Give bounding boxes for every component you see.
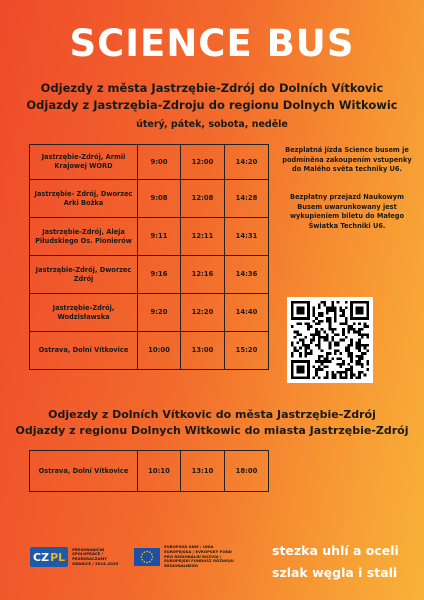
departure-time: 9:16 [138,256,181,294]
departure-time: 12:08 [181,180,225,218]
czpl-logo-text: PŘESHRANIČNÍ SPOLUPRÁCE / PRZEKRACZAMY GRANICE / 2014–2020 [72,546,119,566]
departure-time: 12:00 [181,145,225,180]
qr-code[interactable] [287,297,373,383]
page-title: SCIENCE BUS [69,22,355,65]
stop-name: Jastrzębie-Zdrój, Aleja Piłudskiego Os. Pionierów [30,218,138,256]
czpl-logo-mark [30,547,68,567]
table-row [30,180,269,218]
stop-name: Ostrava, Dolní Vítkovice [30,332,138,370]
departure-time: 14:36 [225,256,269,294]
departure-time: 14:28 [225,180,269,218]
departure-time: 13:10 [181,451,225,492]
free-ride-note-cz: Bezplatná jízda Science busem je podmíněna zakoupením vstupenky do Malého světa techniky U6. [282,146,412,173]
operating-days: úterý, pátek, sobota, neděle [136,119,288,130]
departure-time: 14:20 [225,145,269,180]
departure-time: 15:20 [225,332,269,370]
table-row [30,451,269,492]
return-heading-pl: Odjazdy z regionu Dolnych Witkowic do miasta Jastrzębie-Zdrój [15,424,409,437]
stop-name: Ostrava, Dolní Vítkovice [30,451,138,492]
table-row [30,294,269,332]
table-row [30,145,269,180]
stop-name: Jastrzębie-Zdrój, Dworzec Zdrój [30,256,138,294]
footer-logos [30,545,238,569]
table-row [30,256,269,294]
eu-flag-icon [134,548,160,566]
departure-time: 12:16 [181,256,225,294]
outbound-heading-cz: Odjezdy z města Jastrzębie-Zdrój do Dolních Vítkovic [40,81,384,95]
outbound-heading-pl: Odjazdy z Jastrzębia-Zdroju do regionu Dolnych Witkowic [26,98,398,112]
outbound-timetable [29,144,269,370]
departure-time: 18:00 [225,451,269,492]
departure-time: 9:00 [138,145,181,180]
czpl-logo-pl: PL [50,550,66,564]
stop-name: Jastrzębie- Zdrój, Dworzec Arki Bożka [30,180,138,218]
eu-logo [134,545,238,569]
departure-time: 14:40 [225,294,269,332]
departure-time: 9:08 [138,180,181,218]
departure-time: 10:10 [138,451,181,492]
departure-time: 13:00 [181,332,225,370]
interreg-czpl-logo [30,547,124,567]
outbound-heading [0,80,424,133]
departure-time: 14:31 [225,218,269,256]
slogan-cz: stezka uhlí a oceli [272,543,399,558]
slogan-pl: szlak węgla i stali [272,565,398,580]
departure-time: 9:11 [138,218,181,256]
table-row [30,218,269,256]
trail-slogan [272,540,399,584]
departure-time: 10:00 [138,332,181,370]
czpl-logo-cz: CZ [33,550,50,564]
departure-time: 9:20 [138,294,181,332]
stop-name: Jastrzębie-Zdrój, Armii Krajowej WORD [30,145,138,180]
free-ride-note-pl: Bezpłatny przejazd Naukowym Busem uwarunkowany jest wykupieniem biletu do Małego Światka Techniki U6. [289,193,405,230]
table-row [30,332,269,370]
return-timetable [29,450,269,492]
eu-logo-text: EVROPSKÁ UNIE / UNIA EUROPEJSKA / EVROPSKÝ FOND PRO REGIONÁLNÍ ROZVOJ / EUROPEJSKI FUNDUSZ ROZWOJU REGIONALNEGO [164,544,234,569]
qr-code-icon [291,301,369,379]
departure-time: 12:11 [181,218,225,256]
return-heading-cz: Odjezdy z Dolních Vítkovic do města Jastrzębie-Zdrój [48,408,376,421]
departure-time: 12:20 [181,294,225,332]
return-heading [0,407,424,439]
stop-name: Jastrzębie-Zdrój, Wodzisławska [30,294,138,332]
